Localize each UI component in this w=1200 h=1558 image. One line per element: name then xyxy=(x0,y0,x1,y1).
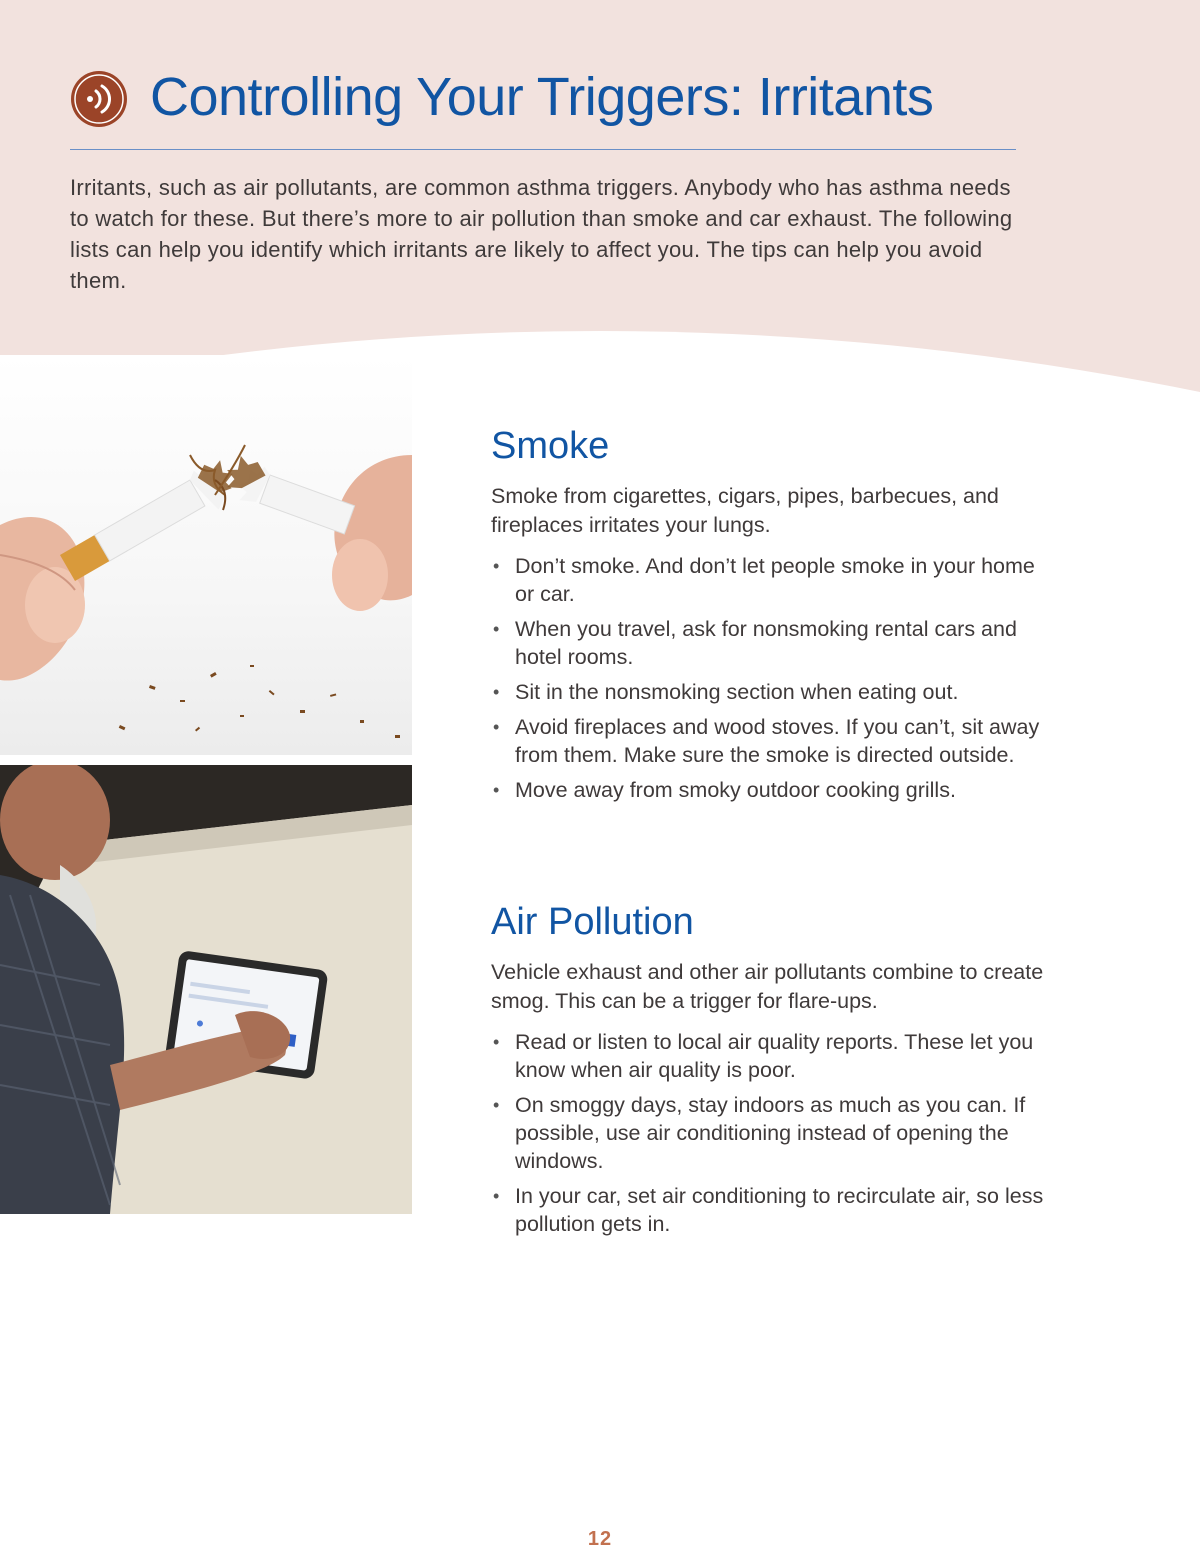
list-item: • Read or listen to local air quality reports. These let you know when air quality is poor. xyxy=(493,1030,1034,1082)
section-lead: Vehicle exhaust and other air pollutants combine to create smog. This can be a trigger for flare-ups. xyxy=(491,960,1044,1013)
broken-cigarette-photo xyxy=(0,355,412,755)
air-pollution-section xyxy=(491,898,1091,1245)
bullet-icon: • xyxy=(493,619,500,639)
bullet-icon: • xyxy=(493,1095,500,1115)
man-with-tablet-photo xyxy=(0,765,412,1214)
bullet-icon: • xyxy=(493,780,500,800)
section-title: Air Pollution xyxy=(491,901,694,943)
list-item: • Avoid fireplaces and wood stoves. If you can’t, sit away from them. Make sure the smoke is directed outside. xyxy=(493,715,1040,767)
list-item: • Sit in the nonsmoking section when eating out. xyxy=(493,680,959,704)
page-title: Controlling Your Triggers: Irritants xyxy=(150,67,934,127)
intro-paragraph: Irritants, such as air pollutants, are common asthma triggers. Anybody who has asthma needs to watch for these. But there’s more to air pollution than smoke and car exhaust. The following lists can help you identify which irritants are likely to affect you. The tips can help you avoid them. xyxy=(70,175,1013,293)
air-pollution-tips-list xyxy=(491,1028,1051,1238)
sound-waves-icon xyxy=(70,70,128,128)
list-item: • When you travel, ask for nonsmoking rental cars and hotel rooms. xyxy=(493,617,1017,669)
list-item: • Move away from smoky outdoor cooking grills. xyxy=(493,778,956,802)
smoke-section xyxy=(491,422,1091,811)
smoke-tips-list xyxy=(491,552,1051,804)
list-item: • On smoggy days, stay indoors as much as you can. If possible, use air conditioning instead of opening the windows. xyxy=(493,1093,1026,1173)
title-divider xyxy=(70,149,1016,150)
section-lead: Smoke from cigarettes, cigars, pipes, barbecues, and fireplaces irritates your lungs. xyxy=(491,484,999,537)
bullet-icon: • xyxy=(493,556,500,576)
list-item: • In your car, set air conditioning to recirculate air, so less pollution gets in. xyxy=(493,1184,1044,1236)
section-title: Smoke xyxy=(491,425,610,467)
bullet-icon: • xyxy=(493,717,500,737)
page-number: 12 xyxy=(587,1528,613,1550)
list-item: • Don’t smoke. And don’t let people smoke in your home or car. xyxy=(493,554,1035,606)
bullet-icon: • xyxy=(493,1032,500,1052)
bullet-icon: • xyxy=(493,1186,500,1206)
bullet-icon: • xyxy=(493,682,500,702)
